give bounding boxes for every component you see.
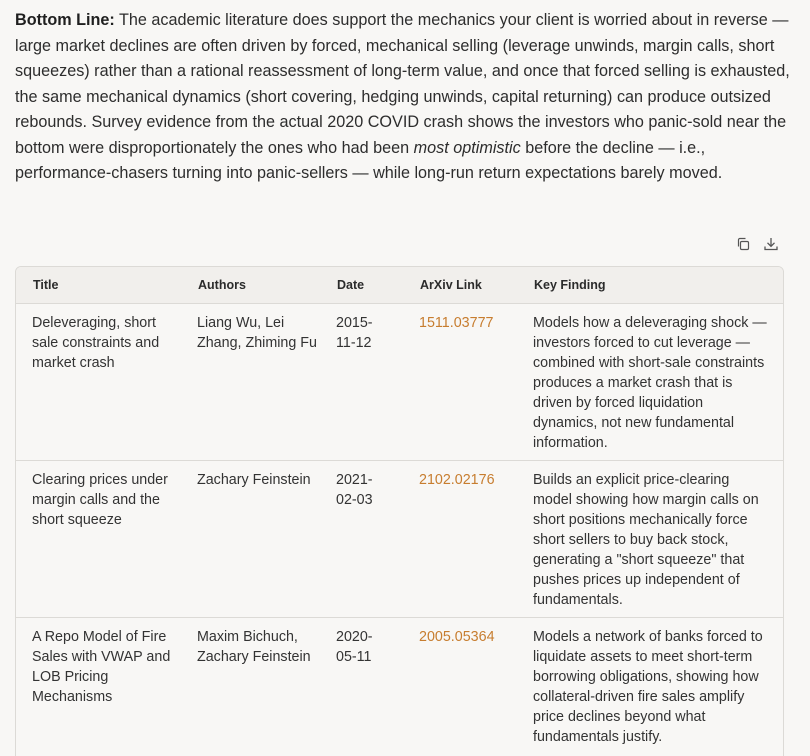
- download-icon: [763, 236, 779, 252]
- arxiv-link[interactable]: 2102.02176: [419, 472, 495, 488]
- papers-table: [15, 266, 784, 756]
- summary-paragraph: [15, 8, 795, 187]
- table-row: [16, 304, 783, 461]
- table-row: [16, 461, 783, 618]
- copy-icon: [736, 237, 750, 251]
- row-title: A Repo Model of Fire Sales with VWAP and LOB Pricing Mechanisms: [32, 629, 171, 705]
- header-link: ArXiv Link: [420, 278, 482, 292]
- download-button[interactable]: [762, 235, 780, 253]
- row-authors: Zachary Feinstein: [197, 472, 311, 488]
- copy-button[interactable]: [734, 235, 752, 253]
- summary-emphasis: most optimistic: [413, 138, 521, 157]
- row-finding: Models how a deleveraging shock — investors forced to cut leverage — combined with short-sale constraints produces a market crash that is driven by forced liquidation dynamics, not new fundamental information.: [533, 315, 767, 451]
- row-finding: Models a network of banks forced to liquidate assets to meet short-term borrowing obligations, showing how collateral-driven fire sales amplify price declines beyond what fundamentals justify.: [533, 629, 763, 745]
- table-toolbar: [734, 235, 780, 253]
- header-date: Date: [337, 278, 365, 292]
- header-authors: Authors: [198, 278, 246, 292]
- arxiv-link[interactable]: 1511.03777: [419, 315, 494, 331]
- row-authors: Liang Wu, Lei Zhang, Zhiming Fu: [197, 315, 317, 351]
- table-row: [16, 618, 783, 756]
- arxiv-link[interactable]: 2005.05364: [419, 629, 495, 645]
- row-title: Clearing prices under margin calls and the short squeeze: [32, 472, 168, 528]
- header-finding: Key Finding: [534, 278, 606, 292]
- row-date: 2015-11-12: [336, 315, 373, 351]
- row-finding: Builds an explicit price-clearing model showing how margin calls on short positions mechanically force short sellers to buy back stock, generating a "short squeeze" that pushes prices up independent of fundamentals.: [533, 472, 759, 608]
- row-authors: Maxim Bichuch, Zachary Feinstein: [197, 629, 311, 665]
- summary-text-1: The academic literature does support the mechanics your client is worried about in reverse — large market declines are often driven by forced, mechanical selling (leverage unwinds, margin calls, short squeezes) rather than a rational reassessment of long-term value, and once that forced selling is exhausted, the same mechanical dynamics (short covering, hedging unwinds, capital returning) can produce outsized rebounds. Survey evidence from the actual 2020 COVID crash shows the investors who panic-sold near the bottom were disproportionately the ones who had been: [15, 11, 790, 157]
- summary-text-2: before the decline — i.e., performance-chasers turning into panic-sellers — while long-run return expectations barely moved.: [15, 138, 723, 182]
- summary-lead: Bottom Line:: [15, 11, 115, 29]
- table-header-row: [16, 267, 783, 304]
- header-title: Title: [33, 278, 59, 292]
- row-date: 2021-02-03: [336, 472, 373, 508]
- row-date: 2020-05-11: [336, 629, 373, 665]
- row-title: Deleveraging, short sale constraints and market crash: [32, 315, 160, 371]
